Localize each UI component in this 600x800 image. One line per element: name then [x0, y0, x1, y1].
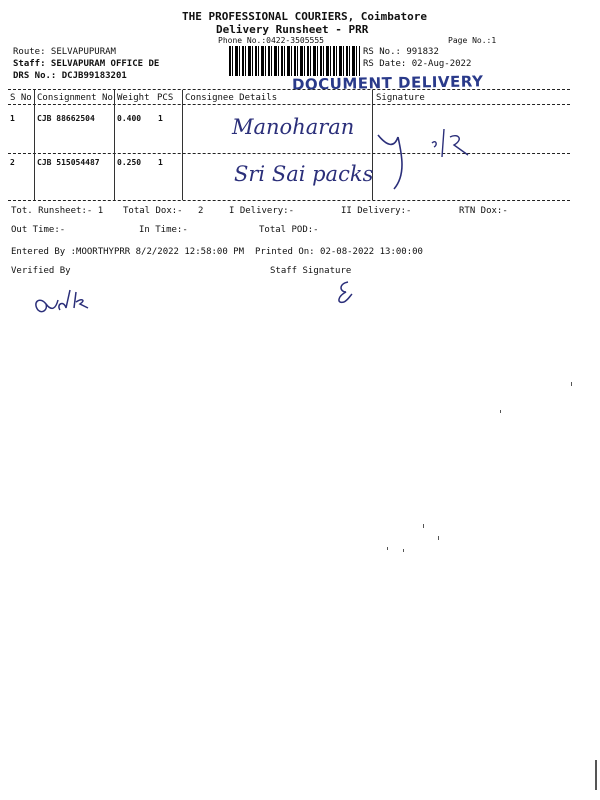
row2-weight: 0.250 [117, 158, 142, 167]
header-sno: S No [10, 93, 32, 103]
table-top-rule [8, 89, 570, 90]
staff-signature-label: Staff Signature [270, 266, 352, 276]
verified-signature [30, 282, 100, 322]
rs-number: RS No.: 991832 [363, 47, 439, 57]
col-divider [34, 90, 35, 200]
drs-number: DRS No.: DCJB99183201 [13, 71, 127, 81]
staff-signature-mark [330, 278, 360, 308]
row1-consignee-handwritten: Manoharan [232, 115, 355, 139]
header-consignment: Consignment No [37, 93, 113, 103]
row1-pcs: 1 [158, 114, 163, 123]
header-signature: Signature [376, 93, 425, 103]
delivery-signature [372, 115, 492, 195]
total-dox-label: Total Dox:- [123, 206, 183, 216]
col-divider [182, 90, 183, 200]
col-divider [114, 90, 115, 200]
header-weight: Weight [117, 93, 150, 103]
out-time: Out Time:- [11, 225, 66, 235]
row1-sno: 1 [10, 114, 15, 123]
table-bottom-rule [8, 200, 570, 201]
in-time: In Time:- [139, 225, 188, 235]
row1-weight: 0.400 [117, 114, 142, 123]
scan-speck [403, 549, 404, 552]
rtn-dox: RTN Dox:- [459, 206, 508, 216]
printed-on: Printed On: 02-08-2022 13:00:00 [255, 247, 423, 257]
total-dox-value: 2 [198, 206, 204, 216]
total-pod: Total POD:- [259, 225, 319, 235]
scan-speck [387, 547, 388, 550]
row2-consignment: CJB 515054487 [37, 158, 100, 167]
rs-date: RS Date: 02-Aug-2022 [363, 59, 472, 69]
row2-pcs: 1 [158, 158, 163, 167]
i-delivery: I Delivery:- [229, 206, 295, 216]
verified-by-label: Verified By [11, 266, 71, 276]
header-pcs: PCS [157, 93, 174, 103]
route-label: Route: SELVAPUPURAM [13, 47, 116, 57]
phone-number: Phone No.:0422-3505555 [218, 36, 324, 45]
scan-speck [595, 760, 597, 790]
row2-sno: 2 [10, 158, 15, 167]
barcode [229, 46, 360, 76]
row2-consignee-handwritten: Sri Sai packs [234, 162, 374, 186]
scan-speck [438, 536, 439, 540]
ii-delivery: II Delivery:- [341, 206, 412, 216]
company-title: THE PROFESSIONAL COURIERS, Coimbatore [182, 10, 428, 23]
header-consignee: Consignee Details [185, 93, 278, 103]
page-number: Page No.:1 [448, 36, 497, 45]
scan-speck [423, 524, 424, 528]
runsheet-title: Delivery Runsheet - PRR [216, 23, 369, 36]
staff-label: Staff: SELVAPURAM OFFICE DE [13, 59, 160, 69]
scan-speck [571, 382, 572, 386]
tot-runsheet: Tot. Runsheet:- 1 [11, 206, 104, 216]
entered-by: Entered By :MOORTHYPRR 8/2/2022 12:58:00 PM [11, 247, 244, 257]
scan-speck [500, 410, 501, 413]
header-bottom-rule [8, 104, 570, 105]
row1-consignment: CJB 88662504 [37, 114, 95, 123]
document-delivery-stamp: DOCUMENT DELIVERY [291, 72, 484, 94]
